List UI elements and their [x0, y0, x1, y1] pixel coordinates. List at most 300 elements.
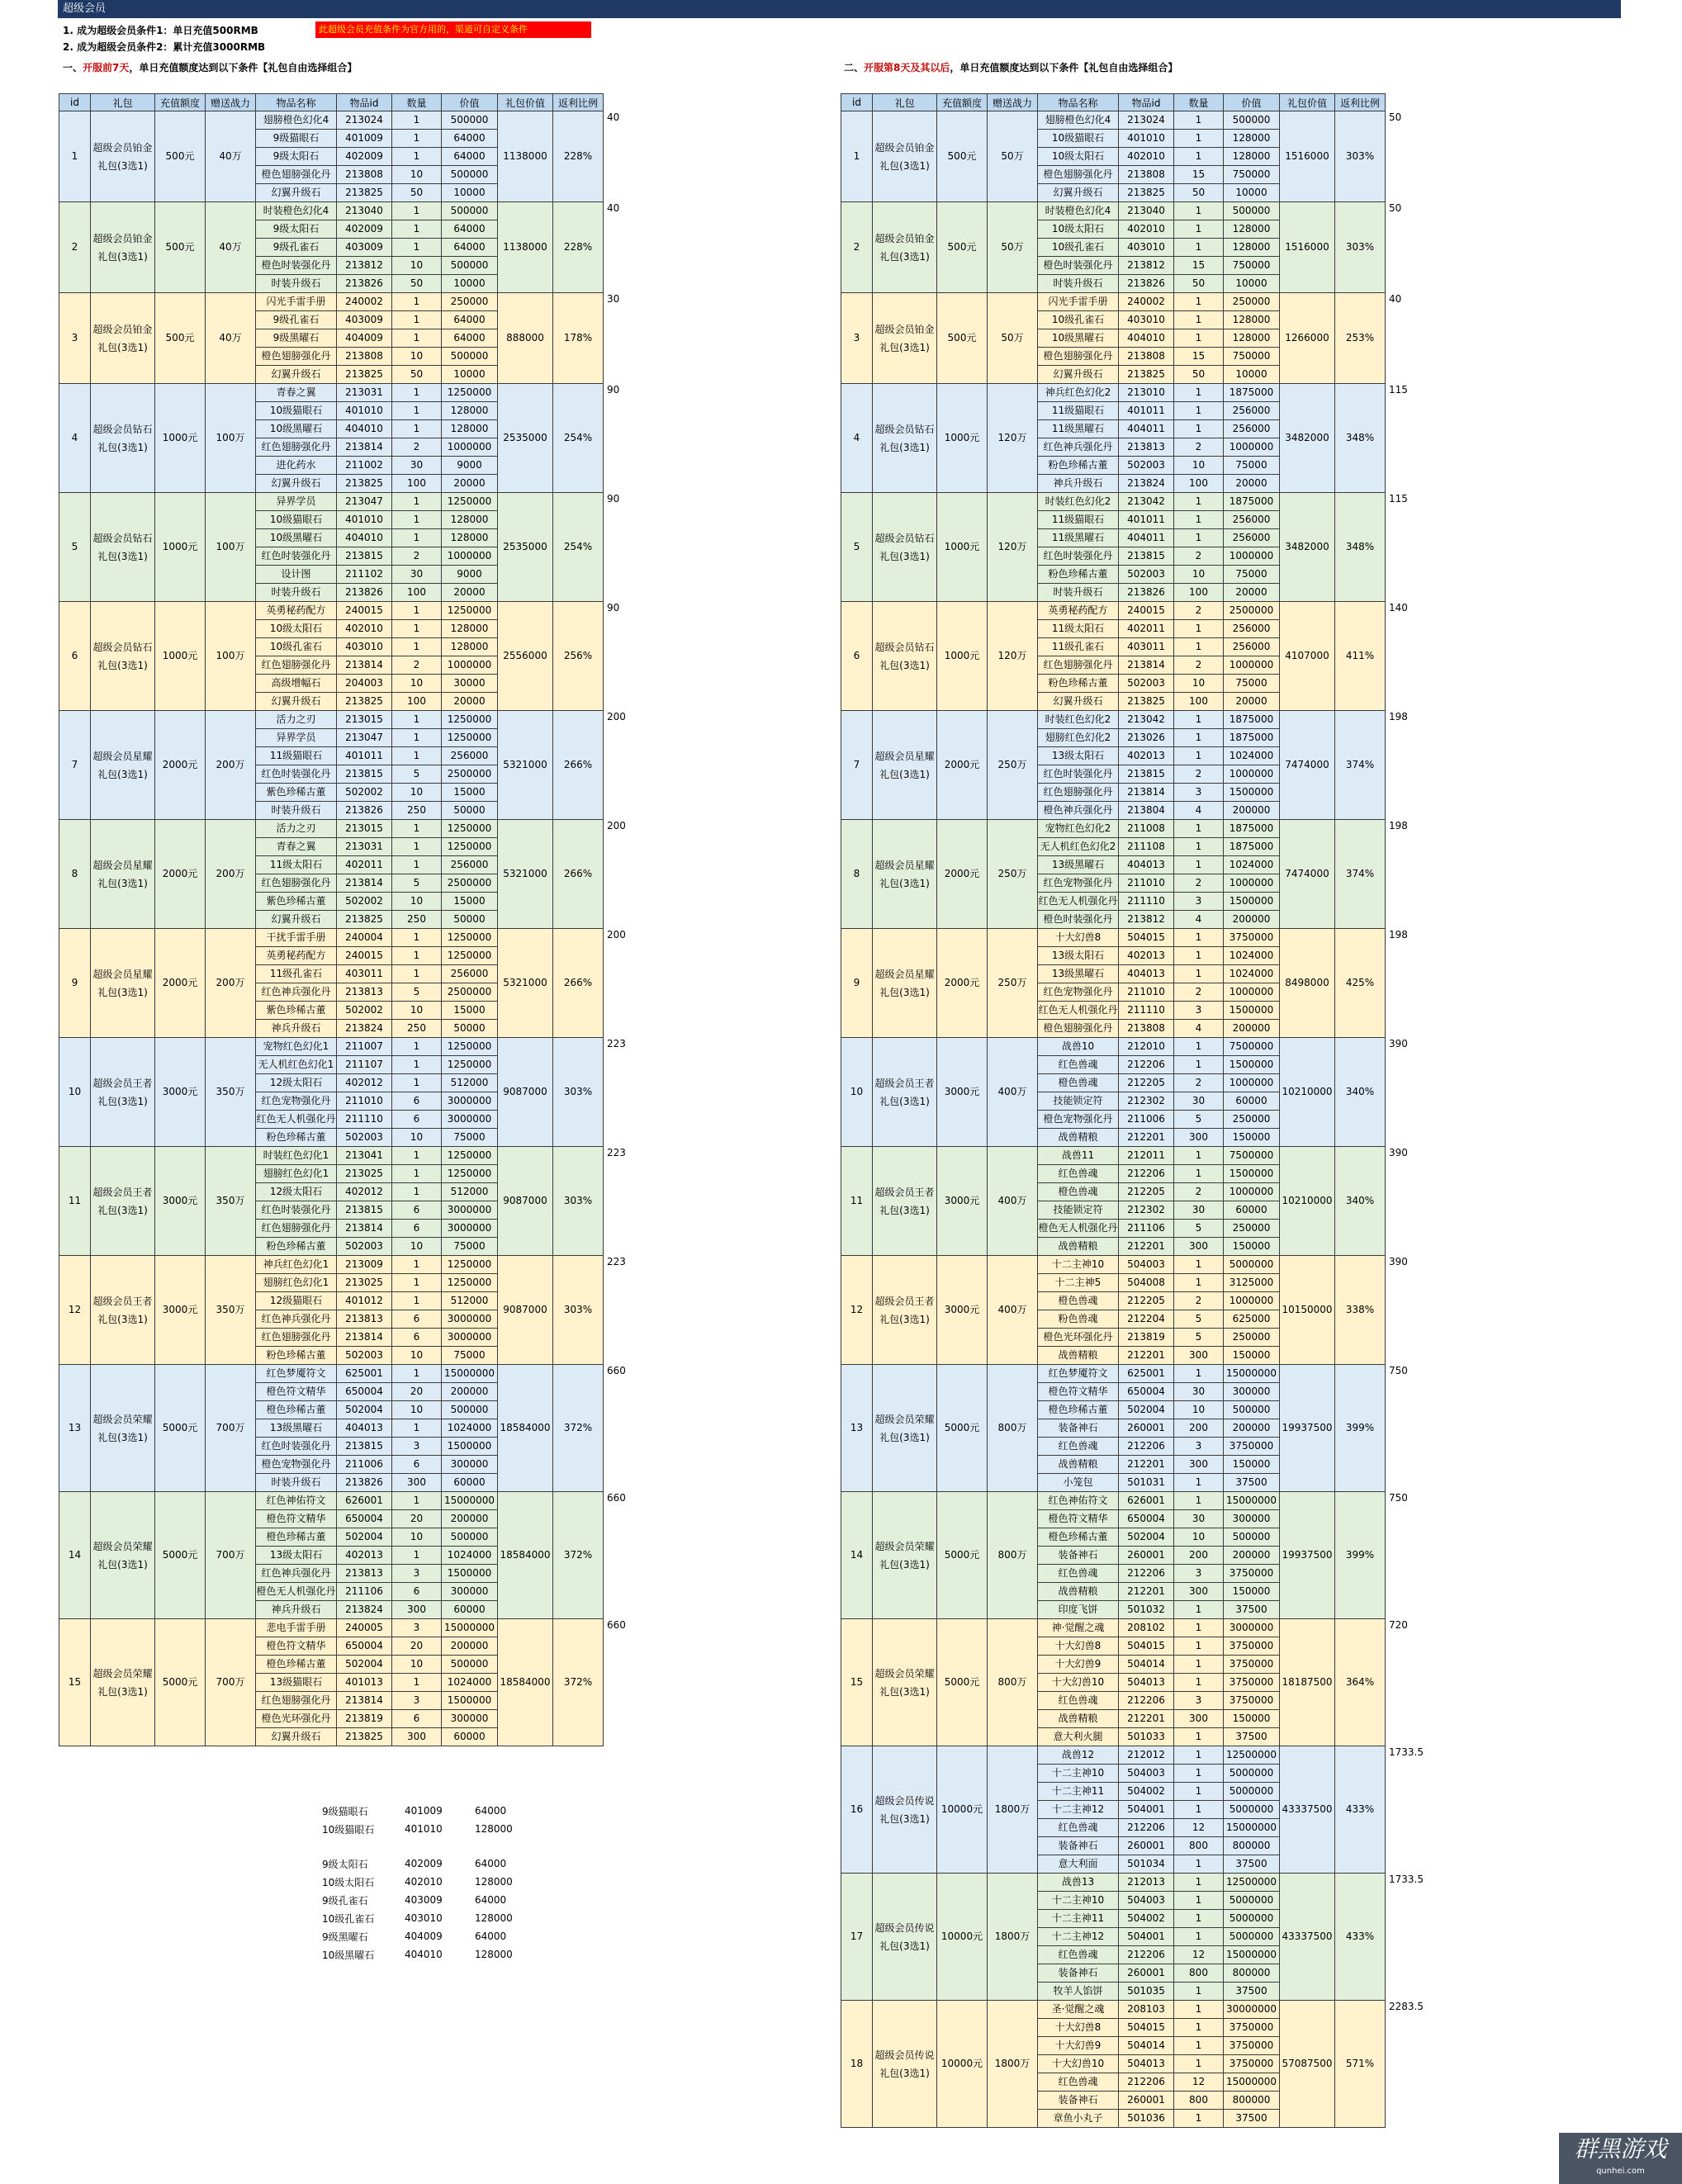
- item-id: 504015: [1119, 1637, 1174, 1656]
- item-name: 红色神兵强化丹: [256, 983, 337, 1002]
- gift-name: 超级会员星耀礼包(3选1): [91, 711, 155, 820]
- charge-amount: 10000元: [937, 1874, 988, 2001]
- item-value: 250000: [442, 293, 498, 311]
- item-quantity: 1: [1174, 1619, 1224, 1637]
- gift-value: 5321000: [498, 929, 553, 1038]
- gift-value: 7474000: [1280, 711, 1335, 820]
- item-name: 紫色珍稀古董: [256, 893, 337, 911]
- item-value: 5000000: [1224, 1765, 1280, 1783]
- item-id: 240015: [1119, 602, 1174, 620]
- watermark-logo: 群黑游戏 qunhei.com: [1559, 2133, 1682, 2184]
- charge-amount: 500元: [937, 293, 988, 384]
- rebate-ratio: 256%: [553, 602, 604, 711]
- item-value: 37500: [1224, 1728, 1280, 1746]
- item-name: 小笼包: [1038, 1474, 1119, 1492]
- item-quantity: 6: [392, 1111, 442, 1129]
- item-id: 212302: [1119, 1201, 1174, 1220]
- item-quantity: 10: [392, 1347, 442, 1365]
- item-name: 幻翼升级石: [256, 693, 337, 711]
- item-value: 64000: [442, 329, 498, 348]
- item-name: 幻翼升级石: [256, 1728, 337, 1746]
- rebate-ratio: 425%: [1335, 929, 1386, 1038]
- item-quantity: 1: [1174, 1892, 1224, 1910]
- item-value: 60000: [1224, 1201, 1280, 1220]
- condition-1: 1. 成为超级会员条件1：单日充值500RMB: [63, 25, 258, 36]
- item-id: 213814: [337, 656, 392, 675]
- item-quantity: 10: [392, 166, 442, 184]
- item-name: 红色宠物强化丹: [1038, 874, 1119, 893]
- item-quantity: 1: [392, 638, 442, 656]
- item-name: 英勇秘药配方: [256, 602, 337, 620]
- item-quantity: 300: [392, 1601, 442, 1619]
- item-value: 37500: [1224, 2110, 1280, 2128]
- item-value: 1024000: [1224, 856, 1280, 874]
- item-value: 5000000: [1224, 1801, 1280, 1819]
- column-header: 礼包价值: [1280, 94, 1335, 111]
- item-value: 3125000: [1224, 1274, 1280, 1292]
- item-quantity: 50: [1174, 366, 1224, 384]
- item-quantity: 1: [392, 293, 442, 311]
- item-name: 装备神石: [1038, 1837, 1119, 1855]
- item-name: 意大利面: [1038, 1855, 1119, 1874]
- item-name: 红色无人机强化丹: [1038, 893, 1119, 911]
- item-quantity: 1: [392, 1038, 442, 1056]
- item-value: 500000: [1224, 111, 1280, 130]
- item-quantity: 1: [392, 1274, 442, 1292]
- item-quantity: 1: [392, 947, 442, 965]
- item-name: 橙色符文精华: [1038, 1510, 1119, 1528]
- extra-value: 200: [604, 820, 637, 929]
- gift-value: 7474000: [1280, 820, 1335, 929]
- item-id: 213825: [1119, 184, 1174, 202]
- item-id: 213815: [337, 1201, 392, 1220]
- item-quantity: 1: [1174, 729, 1224, 747]
- gift-id: 4: [841, 384, 873, 493]
- item-value: 3000000: [1224, 1619, 1280, 1637]
- item-quantity: 1: [1174, 1474, 1224, 1492]
- item-id: 213040: [337, 202, 392, 220]
- item-id: 213015: [337, 711, 392, 729]
- item-id: 402013: [1119, 747, 1174, 765]
- column-header: 充值额度: [937, 94, 988, 111]
- gift-id: 13: [841, 1365, 873, 1492]
- item-name: 红色翅膀强化丹: [1038, 656, 1119, 675]
- item-name: 红色时装强化丹: [256, 1201, 337, 1220]
- bonus-power: 700万: [206, 1619, 256, 1746]
- item-value: 3750000: [1224, 929, 1280, 947]
- item-value: 10000: [1224, 366, 1280, 384]
- item-id: 213824: [337, 1601, 392, 1619]
- item-quantity: 1: [1174, 638, 1224, 656]
- item-quantity: 1: [392, 148, 442, 166]
- item-id: 211002: [337, 457, 392, 475]
- item-id: 504002: [1119, 1910, 1174, 1928]
- item-name: 13级黑曜石: [1038, 965, 1119, 983]
- item-name: 十二主神10: [1038, 1892, 1119, 1910]
- item-name: 时装升级石: [256, 275, 337, 293]
- gift-value: 8498000: [1280, 929, 1335, 1038]
- item-name: 异界学员: [256, 493, 337, 511]
- item-name: 红色时装强化丹: [1038, 547, 1119, 566]
- item-id: 502002: [337, 784, 392, 802]
- item-name: 橙色符文精华: [256, 1510, 337, 1528]
- item-name: 12级太阳石: [256, 1074, 337, 1092]
- gift-name: 超级会员王者礼包(3选1): [873, 1038, 937, 1147]
- gift-name: 超级会员荣耀礼包(3选1): [873, 1492, 937, 1619]
- item-name: 牧羊人馅饼: [1038, 1983, 1119, 2001]
- spacer-row: [322, 1838, 533, 1855]
- item-quantity: 10: [392, 1238, 442, 1256]
- item-quantity: 4: [1174, 802, 1224, 820]
- item-id: 402010: [1119, 148, 1174, 166]
- item-id: 504002: [1119, 1783, 1174, 1801]
- item-name: 战兽精粮: [1038, 1710, 1119, 1728]
- item-id: 401013: [337, 1674, 392, 1692]
- item-name: 红色兽魂: [1038, 1438, 1119, 1456]
- bonus-power: 200万: [206, 820, 256, 929]
- item-quantity: 300: [392, 1728, 442, 1746]
- item-id: 213814: [1119, 656, 1174, 675]
- item-name: 10级太阳石: [1038, 148, 1119, 166]
- item-value: 1000000: [442, 656, 498, 675]
- item-id: 650004: [1119, 1510, 1174, 1528]
- table-row: [59, 820, 637, 838]
- item-quantity: 30: [1174, 1510, 1224, 1528]
- item-quantity: 5: [392, 765, 442, 784]
- bonus-power: 400万: [988, 1147, 1038, 1256]
- item-value: 1250000: [442, 1056, 498, 1074]
- item-name: 幻翼升级石: [256, 184, 337, 202]
- item-name: 时装升级石: [256, 584, 337, 602]
- item-quantity: 1: [1174, 1038, 1224, 1056]
- gift-id: 11: [59, 1147, 91, 1256]
- item-name: 十二主神11: [1038, 1783, 1119, 1801]
- column-header: 价值: [442, 94, 498, 111]
- item-quantity: 1: [392, 965, 442, 983]
- item-id: 501035: [1119, 1983, 1174, 2001]
- item-id: 504003: [1119, 1765, 1174, 1783]
- item-quantity: 1: [1174, 1056, 1224, 1074]
- item-value: 250000: [1224, 1329, 1280, 1347]
- item-id: 213808: [337, 166, 392, 184]
- rebate-ratio: 372%: [553, 1619, 604, 1746]
- table-row: [59, 929, 637, 947]
- item-quantity: 50: [1174, 275, 1224, 293]
- item-quantity: 1: [1174, 820, 1224, 838]
- item-name: 青春之翼: [256, 838, 337, 856]
- item-name: 装备神石: [1038, 2092, 1119, 2110]
- item-name: 红色翅膀强化丹: [256, 874, 337, 893]
- item-value: 500000: [1224, 1528, 1280, 1547]
- item-name: 橙色兽魂: [1038, 1074, 1119, 1092]
- item-value: 2500000: [442, 983, 498, 1002]
- item-value: 15000000: [1224, 1365, 1280, 1383]
- item-value: 10000: [442, 184, 498, 202]
- item-id: 404010: [337, 420, 392, 438]
- table-row: [841, 202, 1424, 220]
- item-id: 213825: [337, 1728, 392, 1746]
- item-id: 211008: [1119, 820, 1174, 838]
- item-value: 20000: [442, 693, 498, 711]
- condition-2: 2. 成为超级会员条件2：累计充值3000RMB: [63, 41, 266, 53]
- item-quantity: 1: [392, 1256, 442, 1274]
- item-name: 红色宠物强化丹: [256, 1092, 337, 1111]
- item-name: 红色神兵强化丹: [256, 1565, 337, 1583]
- item-id: 212012: [1119, 1746, 1174, 1765]
- gift-value: 10150000: [1280, 1256, 1335, 1365]
- item-quantity: 10: [392, 1002, 442, 1020]
- item-id: 212201: [1119, 1456, 1174, 1474]
- item-name: 13级太阳石: [256, 1547, 337, 1565]
- item-value: 3000000: [442, 1220, 498, 1238]
- item-id: 626001: [337, 1492, 392, 1510]
- item-value: 250000: [1224, 1220, 1280, 1238]
- item-quantity: 2: [1174, 1074, 1224, 1092]
- item-value: 1250000: [442, 729, 498, 747]
- item-value: 64000: [475, 1894, 507, 1906]
- item-quantity: 1: [392, 1056, 442, 1074]
- gift-name: 超级会员王者礼包(3选1): [873, 1147, 937, 1256]
- charge-amount: 5000元: [937, 1365, 988, 1492]
- item-id: 404009: [337, 329, 392, 348]
- item-value: 60000: [442, 1474, 498, 1492]
- gift-value: 1266000: [1280, 293, 1335, 384]
- item-name: 红色翅膀强化丹: [256, 1692, 337, 1710]
- item-quantity: 1: [1174, 2037, 1224, 2055]
- list-item: [322, 1909, 533, 1927]
- item-value: 128000: [1224, 311, 1280, 329]
- rebate-ratio: 266%: [553, 929, 604, 1038]
- item-id: 213812: [337, 257, 392, 275]
- item-id: 204003: [337, 675, 392, 693]
- item-quantity: 10: [392, 1528, 442, 1547]
- item-value: 5000000: [1224, 1928, 1280, 1946]
- gift-name: 超级会员铂金礼包(3选1): [91, 293, 155, 384]
- column-header: 充值额度: [155, 94, 206, 111]
- item-id: 211006: [337, 1456, 392, 1474]
- item-value: 5000000: [1224, 1783, 1280, 1801]
- item-id: 213025: [337, 1165, 392, 1183]
- item-quantity: 1: [1174, 856, 1224, 874]
- item-id: 401009: [405, 1805, 443, 1817]
- gift-name: 超级会员王者礼包(3选1): [91, 1038, 155, 1147]
- table-row: [841, 1492, 1424, 1510]
- charge-amount: 2000元: [155, 929, 206, 1038]
- item-name: 活力之刃: [256, 711, 337, 729]
- item-value: 3750000: [1224, 1656, 1280, 1674]
- list-item: [322, 1820, 533, 1838]
- item-value: 75000: [442, 1347, 498, 1365]
- gift-name: 超级会员荣耀礼包(3选1): [873, 1619, 937, 1746]
- item-id: 213826: [1119, 584, 1174, 602]
- item-quantity: 2: [1174, 656, 1224, 675]
- gift-name: 超级会员王者礼包(3选1): [91, 1256, 155, 1365]
- item-id: 213826: [337, 584, 392, 602]
- item-quantity: 1: [1174, 1928, 1224, 1946]
- item-value: 500000: [442, 166, 498, 184]
- item-id: 650004: [337, 1383, 392, 1401]
- rebate-ratio: 399%: [1335, 1365, 1386, 1492]
- item-name: 11级黑曜石: [1038, 420, 1119, 438]
- item-id: 211010: [337, 1092, 392, 1111]
- item-name: 装备神石: [1038, 1964, 1119, 1983]
- item-value: 5000000: [1224, 1910, 1280, 1928]
- item-value: 15000000: [1224, 1946, 1280, 1964]
- section1-title: 一、开服前7天，单日充值额度达到以下条件【礼包自由选择组合】: [63, 62, 358, 73]
- item-value: 1250000: [442, 1274, 498, 1292]
- item-quantity: 1: [392, 1547, 442, 1565]
- item-quantity: 1: [392, 1147, 442, 1165]
- item-quantity: 1: [1174, 293, 1224, 311]
- item-id: 240004: [337, 929, 392, 947]
- extra-value: 200: [604, 711, 637, 820]
- column-header: 价值: [1224, 94, 1280, 111]
- item-value: 128000: [442, 420, 498, 438]
- item-quantity: 12: [1174, 1946, 1224, 1964]
- item-name: 红色兽魂: [1038, 1692, 1119, 1710]
- item-id: 212201: [1119, 1129, 1174, 1147]
- item-id: 402013: [1119, 947, 1174, 965]
- item-id: 213040: [1119, 202, 1174, 220]
- item-name: 9级太阳石: [322, 1858, 368, 1870]
- item-id: 402009: [337, 220, 392, 239]
- rebate-ratio: 348%: [1335, 493, 1386, 602]
- item-value: 256000: [1224, 529, 1280, 547]
- charge-amount: 1000元: [155, 602, 206, 711]
- item-name: 时装红色幻化2: [1038, 711, 1119, 729]
- item-value: 256000: [1224, 620, 1280, 638]
- item-name: 橙色光环强化丹: [256, 1710, 337, 1728]
- item-value: 10000: [1224, 275, 1280, 293]
- gift-id: 5: [59, 493, 91, 602]
- item-value: 1000000: [1224, 1292, 1280, 1310]
- item-value: 64000: [475, 1805, 507, 1817]
- sheet-title: 超级会员: [58, 0, 1621, 18]
- item-name: 橙色时装强化丹: [1038, 911, 1119, 929]
- item-id: 213826: [337, 275, 392, 293]
- item-value: 1500000: [1224, 1165, 1280, 1183]
- item-name: 时装升级石: [256, 802, 337, 820]
- item-name: 9级孔雀石: [322, 1894, 368, 1907]
- item-name: 十大幻兽9: [1038, 1656, 1119, 1674]
- item-id: 625001: [1119, 1365, 1174, 1383]
- item-value: 75000: [442, 1238, 498, 1256]
- item-id: 504008: [1119, 1274, 1174, 1292]
- item-quantity: 1: [1174, 1801, 1224, 1819]
- item-quantity: 50: [392, 275, 442, 293]
- column-header: 礼包价值: [498, 94, 553, 111]
- item-quantity: 1: [392, 529, 442, 547]
- bonus-power: 350万: [206, 1147, 256, 1256]
- gift-id: 5: [841, 493, 873, 602]
- item-name: 10级太阳石: [1038, 220, 1119, 239]
- rebate-ratio: 433%: [1335, 1874, 1386, 2001]
- item-id: 501031: [1119, 1474, 1174, 1492]
- gift-value: 4107000: [1280, 602, 1335, 711]
- bonus-power: 800万: [988, 1492, 1038, 1619]
- charge-amount: 10000元: [937, 1746, 988, 1874]
- item-id: 213815: [1119, 765, 1174, 784]
- charge-amount: 2000元: [155, 820, 206, 929]
- item-id: 212205: [1119, 1292, 1174, 1310]
- item-quantity: 1: [392, 1183, 442, 1201]
- item-quantity: 1: [392, 329, 442, 348]
- item-value: 200000: [1224, 802, 1280, 820]
- gift-value: 19937500: [1280, 1492, 1335, 1619]
- item-name: 11级猫眼石: [1038, 402, 1119, 420]
- bonus-power: 250万: [988, 711, 1038, 820]
- item-quantity: 2: [392, 656, 442, 675]
- item-name: 9级黑曜石: [322, 1931, 368, 1943]
- item-name: 11级孔雀石: [1038, 638, 1119, 656]
- item-name: 红色翅膀强化丹: [256, 1220, 337, 1238]
- item-name: 粉色珍稀古董: [1038, 457, 1119, 475]
- item-id: 208102: [1119, 1619, 1174, 1637]
- bonus-power: 120万: [988, 602, 1038, 711]
- item-quantity: 2: [1174, 874, 1224, 893]
- item-name: 时装升级石: [1038, 584, 1119, 602]
- item-name: 神兵红色幻化1: [256, 1256, 337, 1274]
- item-name: 红色无人机强化丹: [256, 1111, 337, 1129]
- bonus-power: 120万: [988, 384, 1038, 493]
- gift-id: 15: [841, 1619, 873, 1746]
- item-quantity: 10: [392, 893, 442, 911]
- item-id: 213815: [337, 547, 392, 566]
- item-name: 十二主神10: [1038, 1256, 1119, 1274]
- item-quantity: 1: [1174, 420, 1224, 438]
- item-quantity: 1: [1174, 1492, 1224, 1510]
- item-value: 50000: [442, 802, 498, 820]
- item-value: 3750000: [1224, 2055, 1280, 2073]
- item-name: 红色兽魂: [1038, 1565, 1119, 1583]
- item-quantity: 15: [1174, 166, 1224, 184]
- item-quantity: 1: [392, 130, 442, 148]
- item-value: 1024000: [442, 1674, 498, 1692]
- item-name: 战兽12: [1038, 1746, 1119, 1765]
- item-name: 红色兽魂: [1038, 1056, 1119, 1074]
- item-id: 260001: [1119, 1964, 1174, 1983]
- item-name: 活力之刃: [256, 820, 337, 838]
- item-quantity: 300: [392, 1474, 442, 1492]
- rebate-ratio: 374%: [1335, 820, 1386, 929]
- charge-amount: 500元: [155, 293, 206, 384]
- item-id: 213010: [1119, 384, 1174, 402]
- header-spacer: [604, 94, 637, 111]
- item-id: 213826: [1119, 275, 1174, 293]
- item-name: 10级孔雀石: [256, 638, 337, 656]
- item-name: 橙色宠物强化丹: [256, 1456, 337, 1474]
- item-value: 200000: [1224, 1547, 1280, 1565]
- item-quantity: 1: [1174, 1983, 1224, 2001]
- item-name: 红色梦魇符文: [256, 1365, 337, 1383]
- item-quantity: 1: [1174, 1256, 1224, 1274]
- item-id: 402010: [405, 1876, 443, 1888]
- bonus-power: 800万: [988, 1619, 1038, 1746]
- item-quantity: 1: [392, 929, 442, 947]
- item-value: 128000: [1224, 239, 1280, 257]
- extra-value: 223: [604, 1256, 637, 1365]
- item-quantity: 250: [392, 802, 442, 820]
- item-value: 1500000: [1224, 1002, 1280, 1020]
- item-quantity: 3: [1174, 1692, 1224, 1710]
- item-value: 1250000: [442, 929, 498, 947]
- item-value: 256000: [1224, 402, 1280, 420]
- item-id: 211108: [1119, 838, 1174, 856]
- item-quantity: 1: [392, 111, 442, 130]
- gift-value: 888000: [498, 293, 553, 384]
- item-id: 502002: [337, 1002, 392, 1020]
- gift-id: 16: [841, 1746, 873, 1874]
